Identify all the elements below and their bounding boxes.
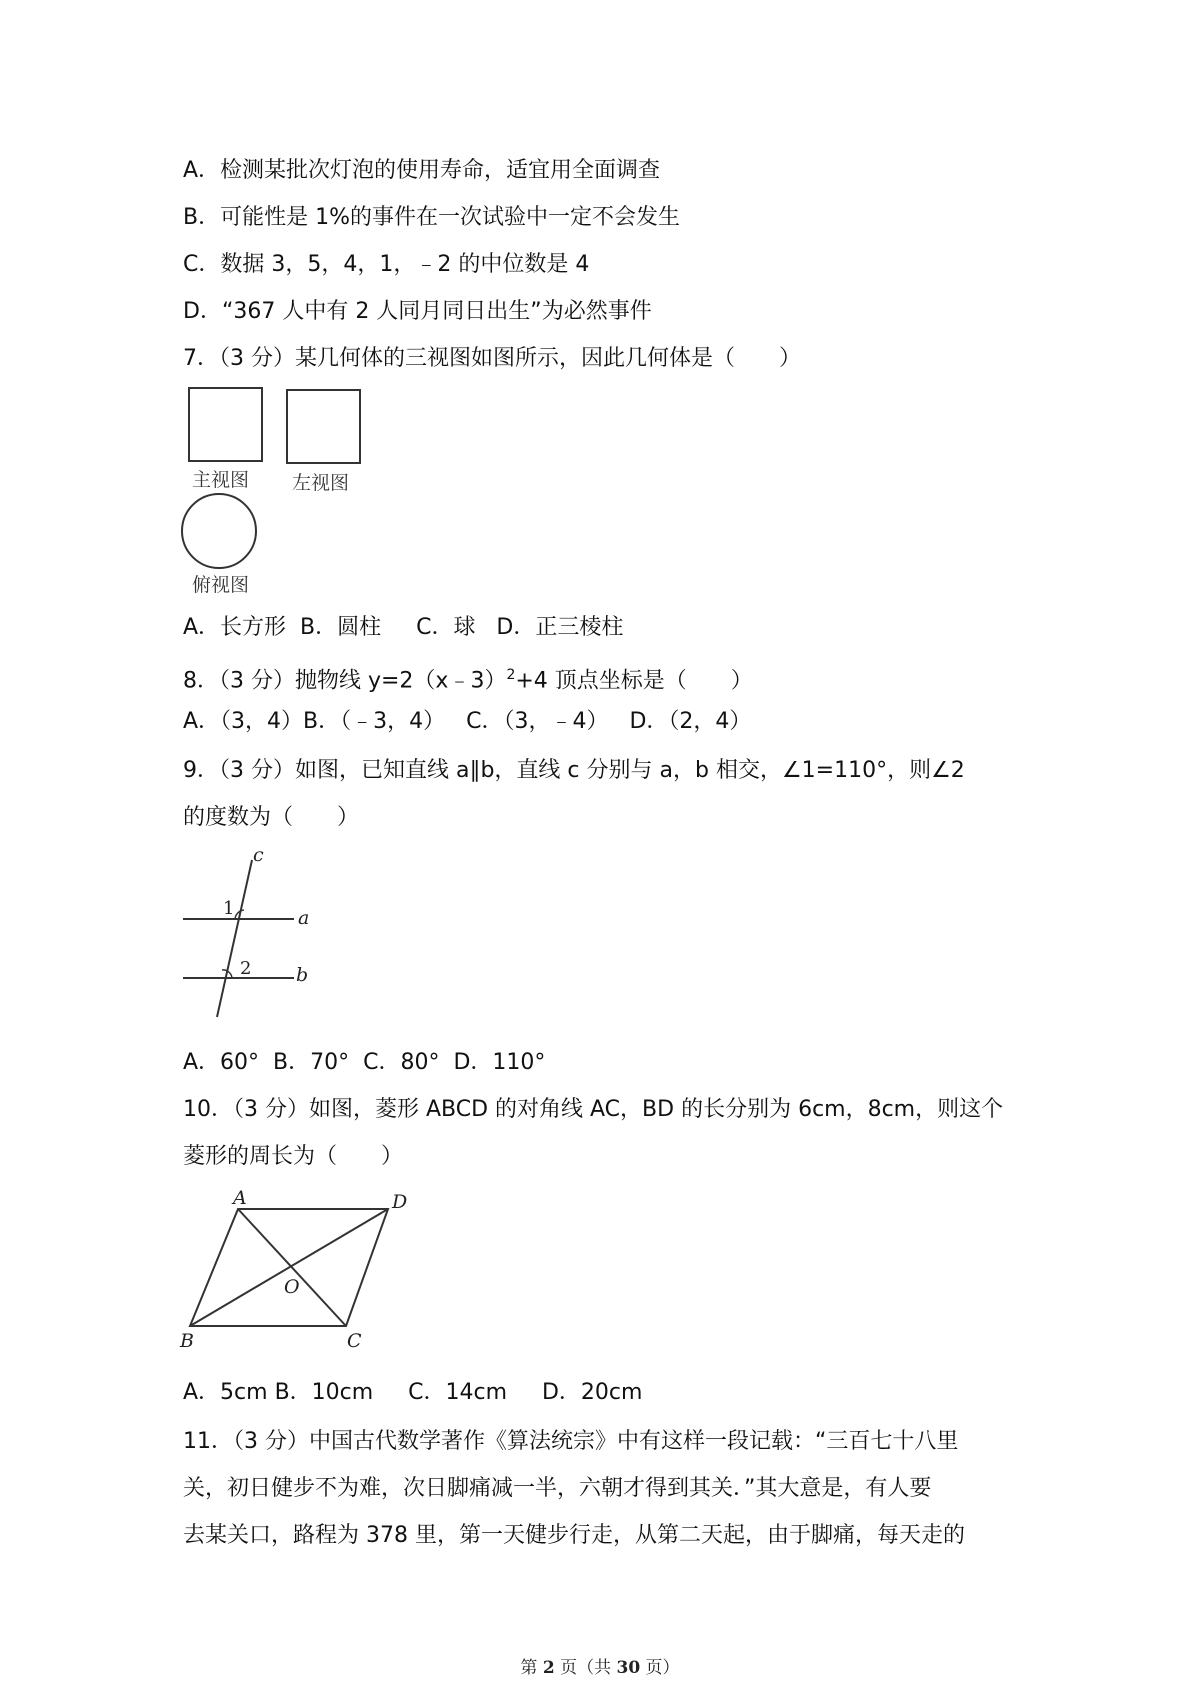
question-11-line-2: 关，初日健步不为难，次日脚痛减一半，六朝才得到其关．”其大意是，有人要	[183, 1476, 932, 1501]
vertex-b-label: B	[180, 1330, 194, 1352]
current-page-number: 2	[542, 1658, 555, 1678]
center-o-label: O	[284, 1276, 300, 1298]
vertex-a-label: A	[233, 1187, 247, 1209]
label-a: a	[298, 907, 310, 929]
figure-three-views	[180, 385, 380, 595]
question-10-options: A．5cm B．10cm C．14cm D．20cm	[183, 1380, 643, 1405]
question-7: 7．（3 分）某几何体的三视图如图所示，因此几何体是（ ）	[183, 346, 801, 371]
question-8-text-a: 8．（3 分）抛物线 y=2（x﹣3）	[183, 668, 507, 694]
question-10-line-2: 菱形的周长为（ ）	[183, 1144, 404, 1169]
figure-rhombus	[180, 1187, 430, 1365]
option-6a: A．检测某批次灯泡的使用寿命，适宜用全面调查	[183, 158, 661, 183]
question-7-options: A．长方形 B．圆柱 C．球 D．正三棱柱	[183, 615, 624, 640]
figure-parallel-lines	[180, 844, 330, 1025]
top-view-circle	[182, 494, 256, 568]
vertex-c-label: C	[347, 1330, 362, 1352]
option-6d: D．“367 人中有 2 人同月同日出生”为必然事件	[183, 299, 652, 324]
question-10-line-1: 10．（3 分）如图，菱形 ABCD 的对角线 AC，BD 的长分别为 6cm，8cm，则这个	[183, 1097, 1004, 1122]
question-8	[183, 660, 753, 696]
top-view-label: 俯视图	[192, 574, 250, 596]
question-8-options: A．（3，4）B．（﹣3，4） C．（3，﹣4） D．（2，4）	[183, 709, 752, 734]
angle-2-label: 2	[240, 958, 252, 979]
label-b: b	[296, 964, 309, 986]
left-view-square	[287, 390, 360, 463]
question-8-exponent: 2	[506, 667, 516, 683]
question-11-line-3: 去某关口，路程为 378 里，第一天健步行走，从第二天起，由于脚痛，每天走的	[183, 1523, 965, 1548]
question-8-text-b: +4 顶点坐标是（ ）	[515, 668, 753, 694]
angle-1-label: 1	[223, 898, 235, 919]
total-page-count: 30	[616, 1658, 641, 1678]
footer-prefix: 第	[520, 1658, 543, 1678]
diagonal-ac	[238, 1209, 346, 1326]
option-6b: B．可能性是 1%的事件在一次试验中一定不会发生	[183, 205, 680, 230]
question-11-line-1: 11．（3 分）中国古代数学著作《算法统宗》中有这样一段记载：“三百七十八里	[183, 1429, 959, 1454]
vertex-d-label: D	[392, 1191, 408, 1213]
front-view-square	[189, 388, 262, 461]
question-9-line-1: 9．（3 分）如图，已知直线 a∥b，直线 c 分别与 a，b 相交，∠1=110°，则∠2	[183, 758, 965, 783]
option-6c: C．数据 3，5，4，1，﹣2 的中位数是 4	[183, 252, 590, 277]
label-c: c	[253, 844, 264, 866]
front-view-label: 主视图	[192, 469, 250, 491]
page-footer	[0, 1653, 1200, 1678]
footer-suffix: 页）	[640, 1658, 680, 1678]
question-9-line-2: 的度数为（ ）	[183, 805, 360, 830]
transversal-c	[217, 860, 252, 1017]
diagonal-bd	[190, 1209, 388, 1326]
footer-middle: 页（共	[554, 1658, 617, 1678]
left-view-label: 左视图	[292, 472, 350, 494]
question-9-options: A．60° B．70° C．80° D．110°	[183, 1050, 546, 1075]
